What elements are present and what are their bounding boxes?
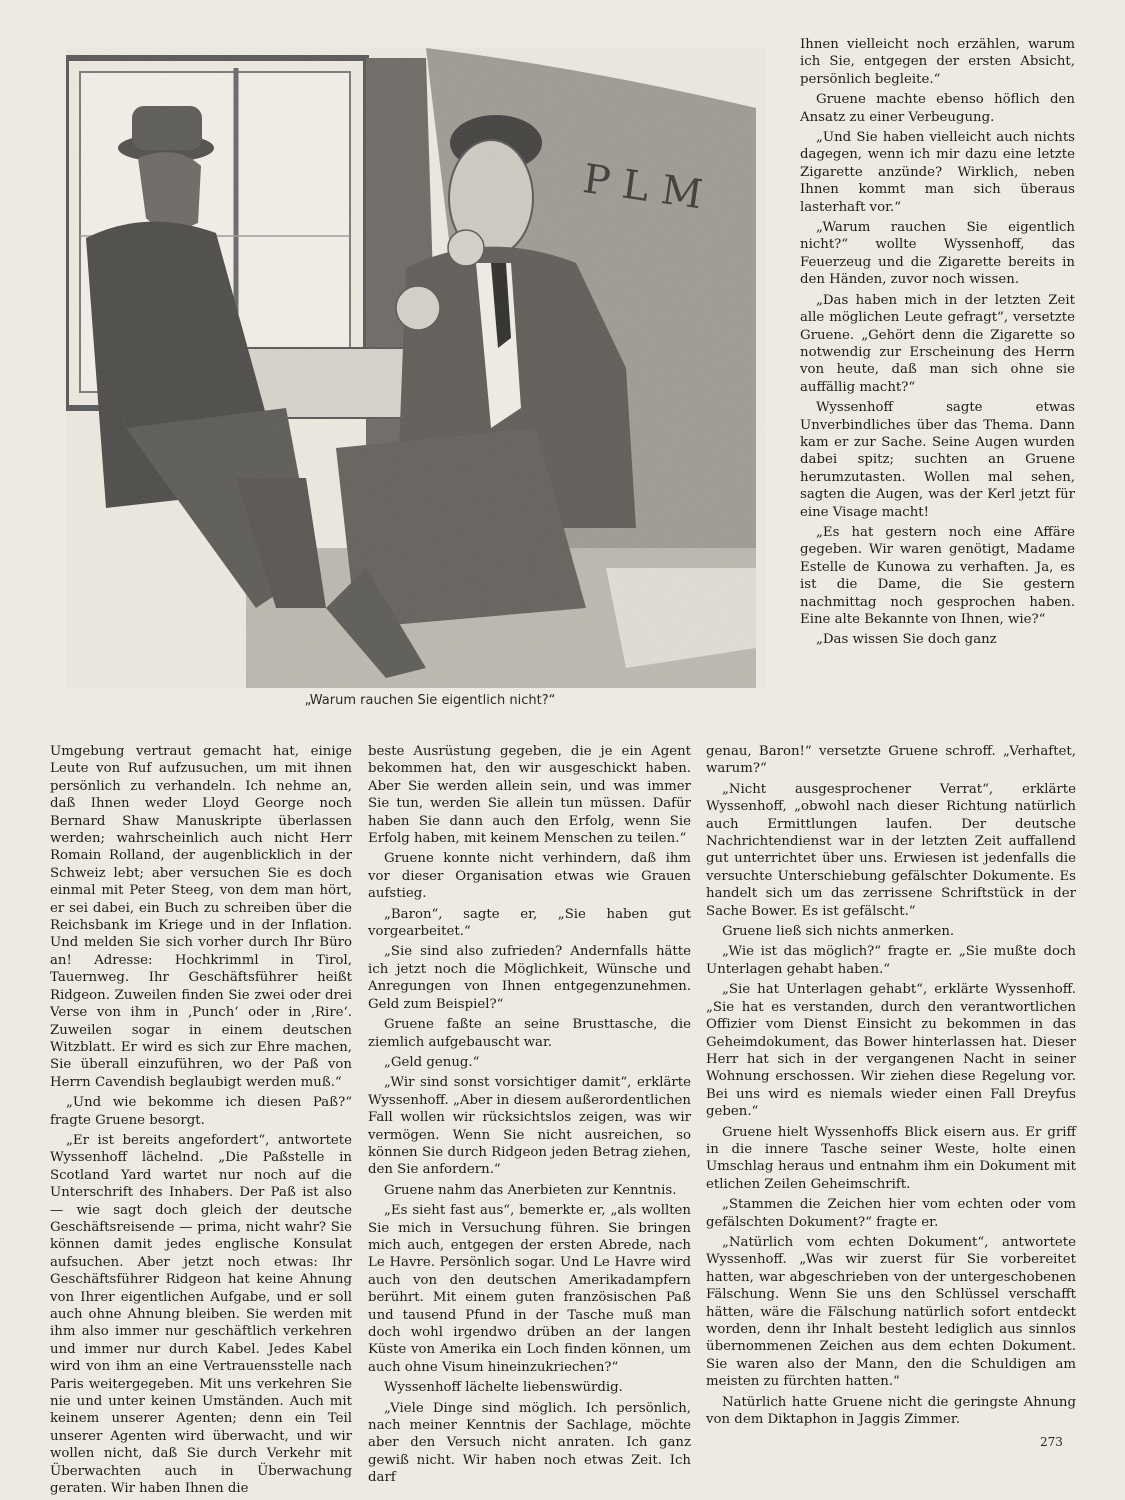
text-column-right-top	[800, 36, 1075, 652]
illustration-caption: „Warum rauchen Sie eigentlich nicht?“	[304, 693, 556, 708]
paragraph: Gruene nahm das Anerbieten zur Kenntnis.	[384, 1182, 677, 1198]
paragraph: Gruene ließ sich nichts anmerken.	[722, 924, 955, 940]
paragraph: „Wie ist das möglich?“ fragte er. „Sie mußte doch Unterlagen gehabt haben.“	[706, 944, 1076, 977]
paragraph: „Das haben mich in der letzten Zeit alle möglichen Leute gefragt“, versetzte Gruene. „Gehört denn die Zigarette so notwendig zur Erscheinung des Herrn von heute, daß man sich ohne sie auffällig macht?“	[800, 292, 1075, 395]
paragraph: „Warum rauchen Sie eigentlich nicht?“ wollte Wyssenhoff, das Feuerzeug und die Zigarette bereits in den Händen, zuvor noch wissen.	[800, 220, 1075, 288]
paragraph: „Natürlich vom echten Dokument“, antwortete Wyssenhoff. „Was wir zuerst für Sie vorbereitet hatten, war abgeschrieben von der untergeschobenen Fälschung. Wenn Sie uns den Schlüssel verschafft hätten, wäre die Fälschung natürlich sofort entdeckt worden, denn ihr Inhalt besteht lediglich aus sinnlos übernommenen Zeichen aus dem echten Dokument. Sie waren also der Mann, den die Schuldigen am meisten zu fürchten hatten.“	[706, 1234, 1076, 1390]
page-number: 273	[1040, 1435, 1063, 1449]
paragraph: Wyssenhoff lächelte liebenswürdig.	[384, 1380, 623, 1396]
paragraph: „Sie sind also zufrieden? Andernfalls hätte ich jetzt noch die Möglichkeit, Wünsche und Anregungen von Ihnen entgegenzunehmen. Geld zum Beispiel?“	[368, 944, 691, 1012]
paragraph: Gruene konnte nicht verhindern, daß ihm vor dieser Organisation etwas wie Grauen aufstieg.	[368, 851, 691, 902]
paragraph: genau, Baron!“ versetzte Gruene schroff. „Verhaftet, warum?“	[706, 744, 1076, 777]
text-column-3	[706, 743, 1076, 1431]
paragraph: Gruene hielt Wyssenhoffs Blick eisern aus. Er griff in die innere Tasche seiner Weste, holte einen Umschlag heraus und entnahm ihm ein Dokument mit etlichen Zeilen Geheimschrift.	[706, 1124, 1076, 1192]
paragraph: „Das wissen Sie doch ganz	[816, 632, 997, 648]
paragraph: „Es sieht fast aus“, bemerkte er, „als wollten Sie mich in Versuchung führen. Sie bringen mich auch, entgegen der ersten Abrede, nach Le Havre. Persönlich sogar. Und Le Havre wird auch von den deutschen Amerikadampfern berührt. Mit einem guten französischen Paß und tausend Pfund in der Tasche muß man doch wohl irgendwo drüben an der langen Küste von Amerika ein Loch finden können, um auch ohne Visum hineinzukriechen?“	[368, 1203, 691, 1375]
paragraph: „Nicht ausgesprochener Verrat“, erklärte Wyssenhoff, „obwohl nach dieser Richtung natürlich auch Ermittlungen laufen. Der deutsche Nachrichtendienst war in der letzten Zeit auffallend gut unterrichtet über uns. Erwiesen ist jedenfalls die versuchte Unterschiebung gefälschter Dokumente. Es handelt sich um das zerrissene Schriftstück in der Sache Bower. Es ist gefälscht.“	[706, 781, 1076, 919]
paragraph: „Und Sie haben vielleicht auch nichts dagegen, wenn ich mir dazu eine letzte Zigarette anzünde? Wirklich, neben Ihnen kommt man sich überaus lasterhaft vor.“	[800, 130, 1075, 215]
text-column-1	[50, 743, 352, 1500]
paragraph: Ihnen vielleicht noch erzählen, warum ich Sie, entgegen der ersten Absicht, persönlich begleite.“	[800, 37, 1075, 87]
paragraph: Gruene faßte an seine Brusttasche, die ziemlich aufgebauscht war.	[368, 1017, 691, 1050]
paragraph: „Baron“, sagte er, „Sie haben gut vorgearbeitet.“	[368, 906, 691, 940]
paragraph: „Geld genug.“	[384, 1054, 480, 1070]
paragraph: „Viele Dinge sind möglich. Ich persönlich, nach meiner Kenntnis der Sachlage, möchte aber den Versuch nicht anraten. Ich ganz gewiß nicht. Wir haben noch etwas Zeit. Ich darf	[368, 1400, 691, 1486]
illustration-train-compartment	[66, 48, 766, 688]
paragraph: „Sie hat Unterlagen gehabt“, erklärte Wyssenhoff. „Sie hat es verstanden, durch den verantwortlichen Offizier vom Dienst Einsicht zu bekommen in das Geheimdokument, das Bower hinterlassen hat. Dieser Herr hat sich in der vergangenen Nacht in seiner Wohnung erschossen. Wir ziehen diese Regelung vor. Bei uns wird es niemals wieder einen Fall Dreyfus geben.“	[706, 982, 1076, 1120]
paragraph: Natürlich hatte Gruene nicht die geringste Ahnung von dem Diktaphon in Jaggis Zimmer.	[706, 1394, 1076, 1428]
paragraph: Gruene machte ebenso höflich den Ansatz zu einer Verbeugung.	[800, 92, 1075, 125]
paragraph: beste Ausrüstung gegeben, die je ein Agent bekommen hat, den wir ausgeschickt haben. Aber Sie werden allein sein, und was immer Sie tun, werden Sie allein tun müssen. Dafür haben Sie dann auch den Erfolg, wenn Sie Erfolg haben, mit keinem Menschen zu teilen.“	[368, 744, 691, 847]
paragraph: Umgebung vertraut gemacht hat, einige Leute von Ruf aufzusuchen, um mit ihnen persönlich zu verhandeln. Ich nehme an, daß Ihnen weder Lloyd George noch Bernard Shaw Manuskripte überlassen werden; wahrscheinlich auch nicht Herr Romain Rolland, der augenblicklich in der Schweiz lebt; aber versuchen Sie es doch einmal mit Peter Steeg, von dem man hört, er sei dabei, ein Buch zu schreiben über die Reichsbank im Kriege und in der Inflation. Und melden Sie sich vorher durch Ihr Büro an! Adresse: Hochkrimml in Tirol, Tauernweg. Ihr Geschäftsführer heißt Ridgeon. Zuweilen finden Sie zwei oder drei Verse von ihm in ‚Punch‘ oder in ‚Rire‘. Zuweilen sogar in einem deutschen Witzblatt. Er wird es sich zur Ehre machen, Sie überall einzuführen, wo der Paß von Herrn Cavendish beglaubigt werden muß.“	[50, 744, 352, 1090]
paragraph: „Stammen die Zeichen hier vom echten oder vom gefälschten Dokument?“ fragte er.	[706, 1197, 1076, 1230]
paragraph: „Er ist bereits angefordert“, antwortete Wyssenhoff lächelnd. „Die Paßstelle in Scotland Yard wartet nur noch auf die Unterschrift des Inhabers. Der Paß ist also — wie sagt doch gleich der deutsche Geschäftsreisende — prima, nicht wahr? Sie können damit jedes englische Konsulat aufsuchen. Aber jetzt noch etwas: Ihr Geschäftsführer Ridgeon hat keine Ahnung von Ihrer eigentlichen Aufgabe, und er soll auch ohne Ahnung bleiben. Sie werden mit ihm also immer nur geschäftlich verkehren und immer nur durch Kabel. Jedes Kabel wird von ihm an eine Vertrauensstelle nach Paris weitergegeben. Mit uns verkehren Sie nie und unter keinen Umständen. Auch mit keinem unserer Agenten; denn ein Teil unserer Agenten wird überwacht, und wir wollen nicht, daß Sie durch Verkehr mit Überwachten auch in Überwachung geraten. Wir haben Ihnen die	[50, 1132, 352, 1497]
paragraph: Wyssenhoff sagte etwas Unverbindliches über das Thema. Dann kam er zur Sache. Seine Augen wurden dabei spitz; suchten an Gruene herumzutasten. Wollen mal sehen, sagten die Augen, was der Kerl jetzt für eine Visage macht!	[800, 400, 1075, 520]
pencil-sketch	[66, 48, 766, 688]
text-column-2	[368, 743, 691, 1490]
paragraph: „Und wie bekomme ich diesen Paß?“ fragte Gruene besorgt.	[50, 1095, 352, 1128]
paragraph: „Es hat gestern noch eine Affäre gegeben. Wir waren genötigt, Madame Estelle de Kunowa zu verhaften. Ja, es ist die Dame, die Sie gestern nachmittag noch gesprochen haben. Eine alte Bekannte von Ihnen, wie?“	[800, 524, 1075, 627]
paragraph: „Wir sind sonst vorsichtiger damit“, erklärte Wyssenhoff. „Aber in diesem außerordentlichen Fall wollen wir rücksichtslos zeigen, was wir vermögen. Wenn Sie nicht ausreichen, so können Sie durch Ridgeon jeden Betrag ziehen, den Sie anfordern.“	[368, 1075, 691, 1178]
